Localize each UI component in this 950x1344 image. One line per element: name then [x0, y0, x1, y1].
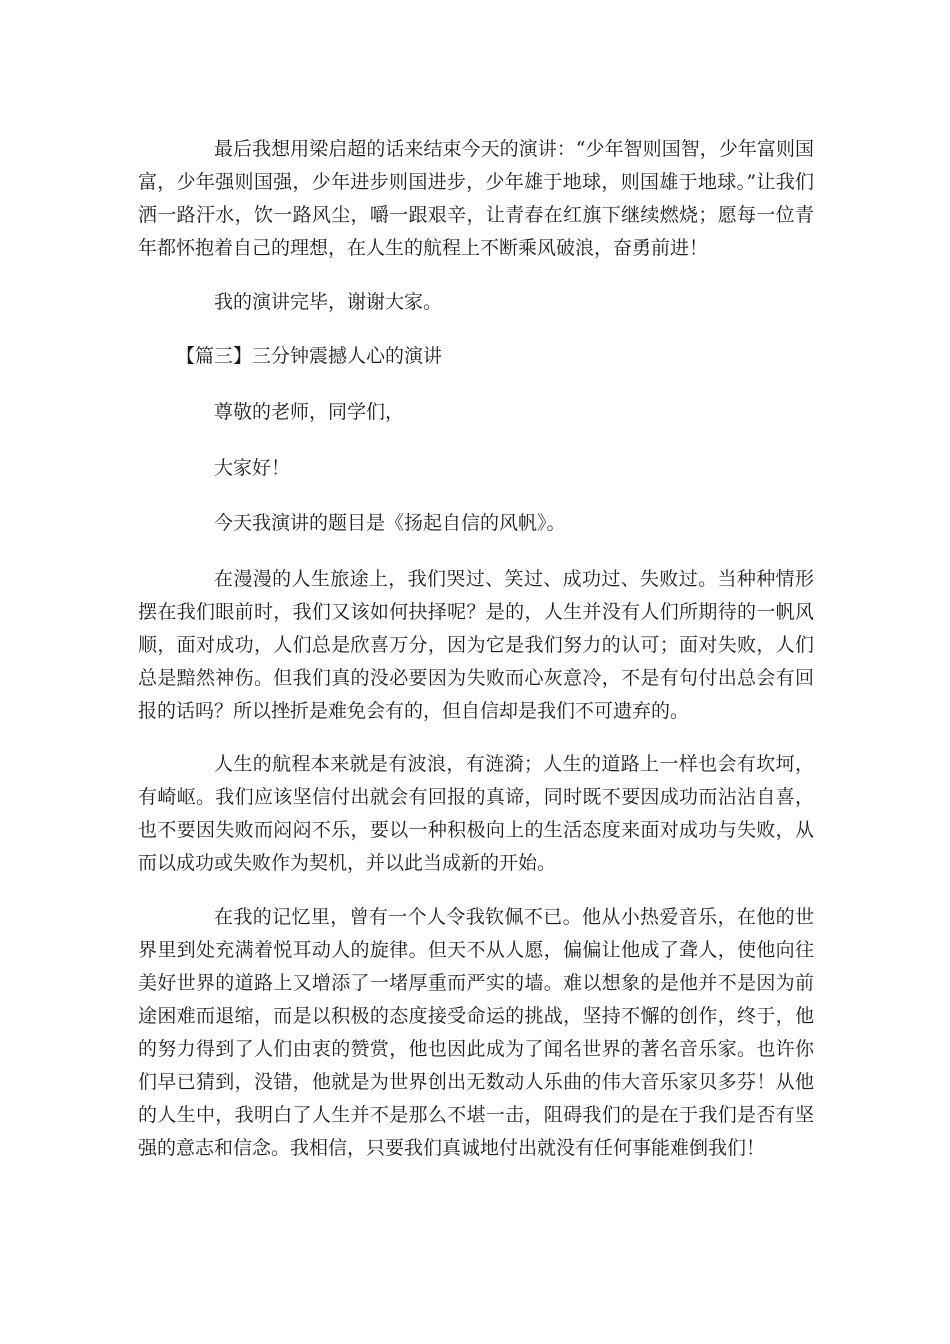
paragraph: 大家好！: [214, 457, 291, 479]
paragraph: 尊敬的老师，同学们，: [214, 401, 405, 423]
section-heading: [138, 340, 814, 373]
paragraph: 最后我想用梁启超的话来结束今天的演讲：“少年智则国智，少年富则国富，少年强则国强，少年进步则国进步，少年雄于地球，则国雄于地球。”让我们洒一路汗水，饮一路风尘，嚼一跟艰辛，让青春在红旗下继续燃烧；愿每一位青年都怀抱着自己的理想，在人生的航程上不断乘风破浪，奋勇前进！: [138, 138, 814, 259]
paragraph-liang-qichao-quote: [138, 133, 814, 265]
paragraph-life-voyage: [138, 748, 814, 880]
paragraph-salutation: [138, 396, 814, 429]
paragraph-topic: [138, 507, 814, 540]
paragraph: 今天我演讲的题目是《扬起自信的风帆》。: [214, 512, 566, 534]
paragraph-life-journey: [138, 563, 814, 728]
paragraph: 在我的记忆里，曾有一个人令我钦佩不已。他从小热爱音乐，在他的世界里到处充满着悦耳动人的旋律。但天不从人愿，偏偏让他成了聋人，使他向往美好世界的道路上又增添了一堵厚重而严实的墙。难以想象的是他并不是因为前途困难而退缩，而是以积极的态度接受命运的挑战，坚持不懈的创作，终于，他的努力得到了人们由衷的赞赏，他也因此成为了闻名世界的著名音乐家。也许你们早已猜到，没错，他就是为世界创出无数动人乐曲的伟大音乐家贝多芬！从他的人生中，我明白了人生并不是那么不堪一击，阻碍我们的是在于我们是否有坚强的意志和信念。我相信，只要我们真诚地付出就没有任何事能难倒我们！: [138, 906, 814, 1159]
paragraph-beethoven: [138, 901, 814, 1165]
paragraph-closing: [138, 286, 814, 319]
paragraph: 在漫漫的人生旅途上，我们哭过、笑过、成功过、失败过。当种种情形摆在我们眼前时，我们又该如何抉择呢？是的，人生并没有人们所期待的一帆风顺，面对成功，人们总是欣喜万分，因为它是我们努力的认可；面对失败，人们总是黯然神伤。但我们真的没必要因为失败而心灰意冷，不是有句付出总会有回报的话吗？所以挫折是难免会有的，但自信却是我们不可遗弃的。: [138, 568, 814, 722]
paragraph-greeting: [138, 452, 814, 485]
section-title: 【篇三】三分钟震撼人心的演讲: [176, 345, 443, 367]
paragraph: 我的演讲完毕，谢谢大家。: [214, 291, 443, 313]
paragraph: 人生的航程本来就是有波浪，有涟漪；人生的道路上一样也会有坎坷，有崎岖。我们应该坚信付出就会有回报的真谛，同时既不要因成功而沾沾自喜，也不要因失败而闷闷不乐，要以一种积极向上的生活态度来面对成功与失败，从而以成功或失败作为契机，并以此当成新的开始。: [138, 753, 814, 874]
